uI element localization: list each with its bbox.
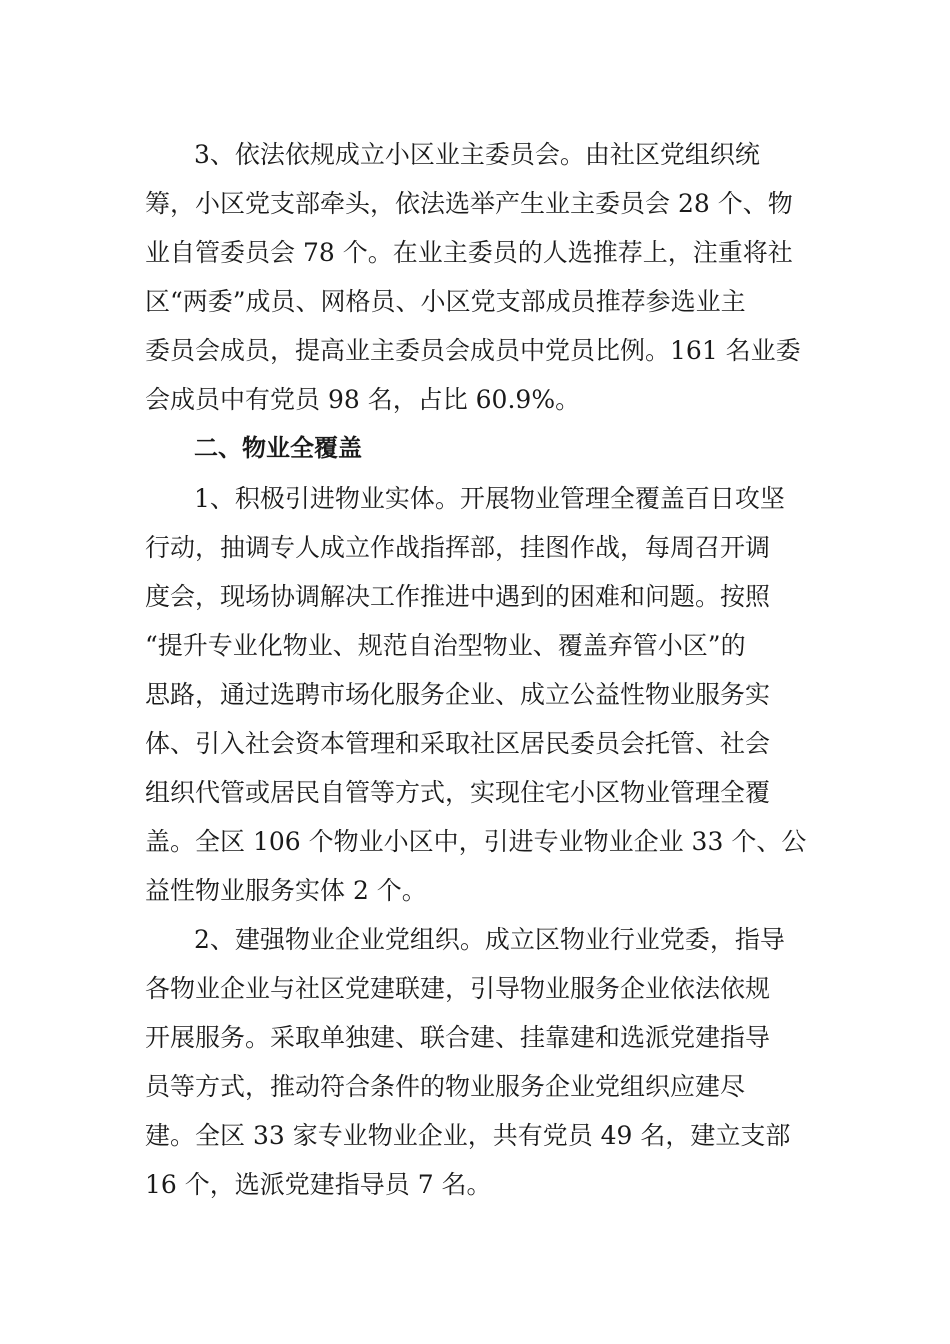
paragraph-2-line: 16 个，选派党建指导员 7 名。 (145, 1170, 492, 1199)
paragraph-1-line: 1、积极引进物业实体。开展物业管理全覆盖百日攻坚 (194, 484, 785, 513)
section-heading: 二、物业全覆盖 (194, 434, 362, 462)
paragraph-3-line: 筹，小区党支部牵头，依法选举产生业主委员会 28 个、物 (145, 189, 793, 218)
paragraph-1-line: 行动，抽调专人成立作战指挥部，挂图作战，每周召开调 (145, 533, 771, 562)
paragraph-2-line: 2、建强物业企业党组织。成立区物业行业党委，指导 (194, 925, 785, 954)
paragraph-3-line: 业自管委员会 78 个。在业主委员的人选推荐上，注重将社 (145, 238, 793, 267)
paragraph-1-line: 思路，通过选聘市场化服务企业、成立公益性物业服务实 (145, 680, 771, 709)
paragraph-3-line: 会成员中有党员 98 名，占比 60.9%。 (145, 385, 581, 414)
paragraph-3-line: 3、依法依规成立小区业主委员会。由社区党组织统 (194, 140, 760, 169)
paragraph-1-line: “提升专业化物业、规范自治型物业、覆盖弃管小区”的 (145, 631, 746, 660)
paragraph-1-line: 体、引入社会资本管理和采取社区居民委员会托管、社会 (145, 729, 771, 758)
paragraph-1-line: 组织代管或居民自管等方式，实现住宅小区物业管理全覆 (145, 778, 771, 807)
paragraph-2-line: 员等方式，推动符合条件的物业服务企业党组织应建尽 (145, 1072, 746, 1101)
paragraph-3-line: 委员会成员，提高业主委员会成员中党员比例。161 名业委 (145, 336, 801, 365)
paragraph-1-line: 盖。全区 106 个物业小区中，引进专业物业企业 33 个、公 (145, 827, 807, 856)
paragraph-2-line: 建。全区 33 家专业物业企业，共有党员 49 名，建立支部 (145, 1121, 791, 1150)
paragraph-2-line: 各物业企业与社区党建联建，引导物业服务企业依法依规 (145, 974, 771, 1003)
paragraph-2-line: 开展服务。采取单独建、联合建、挂靠建和选派党建指导 (145, 1023, 771, 1052)
paragraph-1-line: 益性物业服务实体 2 个。 (145, 876, 427, 905)
paragraph-3-line: 区“两委”成员、网格员、小区党支部成员推荐参选业主 (145, 287, 746, 316)
paragraph-1-line: 度会，现场协调解决工作推进中遇到的困难和问题。按照 (145, 582, 771, 611)
